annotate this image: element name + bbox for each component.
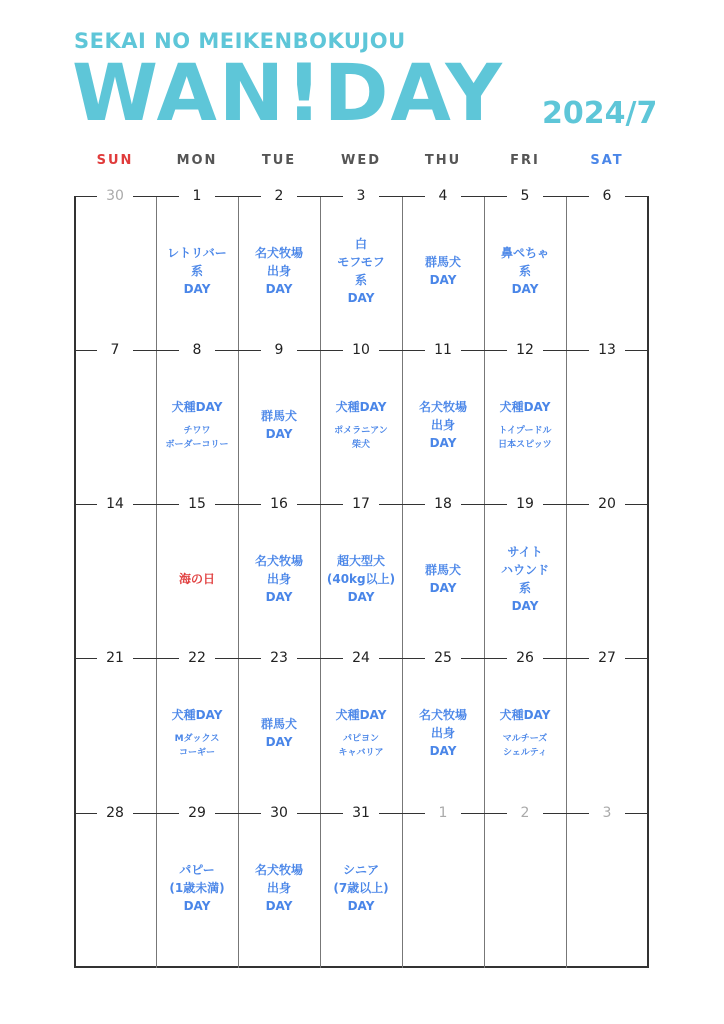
event-text: DAY (183, 899, 211, 913)
event-text: DAY (265, 590, 293, 604)
weekday-tue: TUE (261, 153, 297, 168)
event-label (156, 861, 238, 915)
day-number: 29 (179, 804, 215, 822)
event-label (320, 398, 402, 452)
event-text: レトリバー (167, 246, 227, 260)
event-text: 群馬犬 (424, 255, 461, 269)
day-number: 1 (425, 804, 461, 822)
weekday-mon: MON (176, 153, 218, 168)
event-text: 系 (190, 264, 203, 278)
event-label (402, 398, 484, 452)
breed-text: チワワ (183, 426, 211, 436)
day-number: 24 (343, 649, 379, 667)
day-number: 19 (507, 495, 543, 513)
event-text: モフモフ (337, 255, 385, 269)
column-divider (566, 196, 567, 968)
event-text: 出身 (430, 418, 455, 432)
event-label (320, 861, 402, 915)
day-number: 4 (425, 187, 461, 205)
event-label (320, 552, 402, 606)
weekday-sat: SAT (590, 153, 624, 168)
event-label (238, 552, 320, 606)
weekday-wed: WED (340, 153, 381, 168)
event-text: 群馬犬 (424, 563, 461, 577)
day-number: 7 (97, 341, 133, 359)
event-label (238, 407, 320, 443)
event-text: ハウンド (500, 563, 549, 577)
event-text: (40kg以上) (326, 572, 396, 586)
event-text: 系 (518, 581, 531, 595)
event-text: 群馬犬 (260, 409, 297, 423)
day-number: 3 (589, 804, 625, 822)
event-text: 名犬牧場 (254, 863, 303, 877)
event-label (402, 561, 484, 597)
breed-text: 柴犬 (351, 440, 370, 450)
event-text: サイト (507, 545, 543, 559)
event-label (156, 244, 238, 298)
day-number: 16 (261, 495, 297, 513)
event-text: 名犬牧場 (254, 246, 303, 260)
calendar-subtitle: SEKAI NO MEIKENBOKUJOU (74, 29, 406, 53)
event-text: パピー (179, 863, 215, 877)
event-text: DAY (429, 436, 457, 450)
event-text: シニア (342, 863, 379, 877)
event-text: 犬種DAY (499, 708, 551, 722)
event-label (320, 235, 402, 307)
event-text: 名犬牧場 (254, 554, 303, 568)
day-number: 14 (97, 495, 133, 513)
year-month-label: 2024/7 (542, 96, 658, 131)
event-text: 群馬犬 (260, 717, 297, 731)
day-number: 27 (589, 649, 625, 667)
event-text: DAY (347, 590, 375, 604)
event-text: DAY (265, 427, 293, 441)
event-text: 名犬牧場 (418, 708, 467, 722)
event-text: DAY (265, 735, 293, 749)
weekday-sun: SUN (96, 153, 134, 168)
day-number: 10 (343, 341, 379, 359)
event-text: 出身 (266, 881, 291, 895)
event-label (238, 861, 320, 915)
day-number: 21 (97, 649, 133, 667)
event-text: 犬種DAY (335, 400, 387, 414)
day-number: 23 (261, 649, 297, 667)
event-label (238, 244, 320, 298)
event-text: DAY (511, 282, 539, 296)
day-number: 2 (507, 804, 543, 822)
weekday-fri: FRI (510, 153, 540, 168)
day-number: 9 (261, 341, 297, 359)
breed-text: トイプードル (498, 426, 552, 436)
event-label (402, 253, 484, 289)
event-text: 犬種DAY (499, 400, 551, 414)
calendar-title: WAN!DAY (72, 49, 504, 139)
event-text: 犬種DAY (335, 708, 387, 722)
event-text: 出身 (266, 572, 291, 586)
event-label (238, 715, 320, 751)
event-label (320, 706, 402, 760)
breed-text: 日本スピッツ (498, 440, 552, 450)
event-text: DAY (347, 291, 375, 305)
event-text: 系 (518, 264, 531, 278)
day-number: 30 (261, 804, 297, 822)
event-text: 超大型犬 (336, 554, 385, 568)
day-number: 31 (343, 804, 379, 822)
event-label (484, 706, 566, 760)
event-text: 鼻ぺちゃ (500, 246, 549, 260)
holiday-label (156, 570, 238, 588)
event-text: DAY (511, 599, 539, 613)
day-number: 11 (425, 341, 461, 359)
breed-text: シェルティ (502, 748, 548, 758)
day-number: 17 (343, 495, 379, 513)
event-text: DAY (183, 282, 211, 296)
day-number: 13 (589, 341, 625, 359)
event-text: 海の日 (178, 572, 215, 586)
day-number: 15 (179, 495, 215, 513)
event-text: 系 (354, 273, 367, 287)
event-text: DAY (265, 899, 293, 913)
event-label (156, 398, 238, 452)
day-number: 22 (179, 649, 215, 667)
breed-text: ポメラニアン (334, 426, 388, 436)
day-number: 8 (179, 341, 215, 359)
day-number: 3 (343, 187, 379, 205)
event-text: 名犬牧場 (418, 400, 467, 414)
event-label (484, 398, 566, 452)
event-text: 犬種DAY (171, 708, 223, 722)
event-text: 出身 (266, 264, 291, 278)
day-number: 5 (507, 187, 543, 205)
event-text: DAY (429, 744, 457, 758)
breed-text: ボーダーコリー (165, 440, 229, 450)
breed-text: キャバリア (338, 748, 384, 758)
breed-text: Mダックス (174, 734, 220, 744)
event-text: 出身 (430, 726, 455, 740)
day-number: 1 (179, 187, 215, 205)
event-text: 白 (354, 237, 367, 251)
breed-text: パピヨン (342, 734, 379, 744)
day-number: 18 (425, 495, 461, 513)
event-text: DAY (429, 273, 457, 287)
day-number: 25 (425, 649, 461, 667)
breed-text: マルチーズ (502, 734, 548, 744)
event-label (402, 706, 484, 760)
day-number: 12 (507, 341, 543, 359)
day-number: 2 (261, 187, 297, 205)
event-text: 犬種DAY (171, 400, 223, 414)
day-number: 30 (97, 187, 133, 205)
event-label (484, 543, 566, 615)
event-label (484, 244, 566, 298)
event-text: (1歳未満) (169, 881, 225, 895)
breed-text: コーギー (178, 748, 215, 758)
event-text: (7歳以上) (333, 881, 389, 895)
event-text: DAY (347, 899, 375, 913)
event-text: DAY (265, 282, 293, 296)
day-number: 20 (589, 495, 625, 513)
day-number: 28 (97, 804, 133, 822)
day-number: 26 (507, 649, 543, 667)
weekday-thu: THU (424, 153, 462, 168)
event-label (156, 706, 238, 760)
day-number: 6 (589, 187, 625, 205)
event-text: DAY (429, 581, 457, 595)
